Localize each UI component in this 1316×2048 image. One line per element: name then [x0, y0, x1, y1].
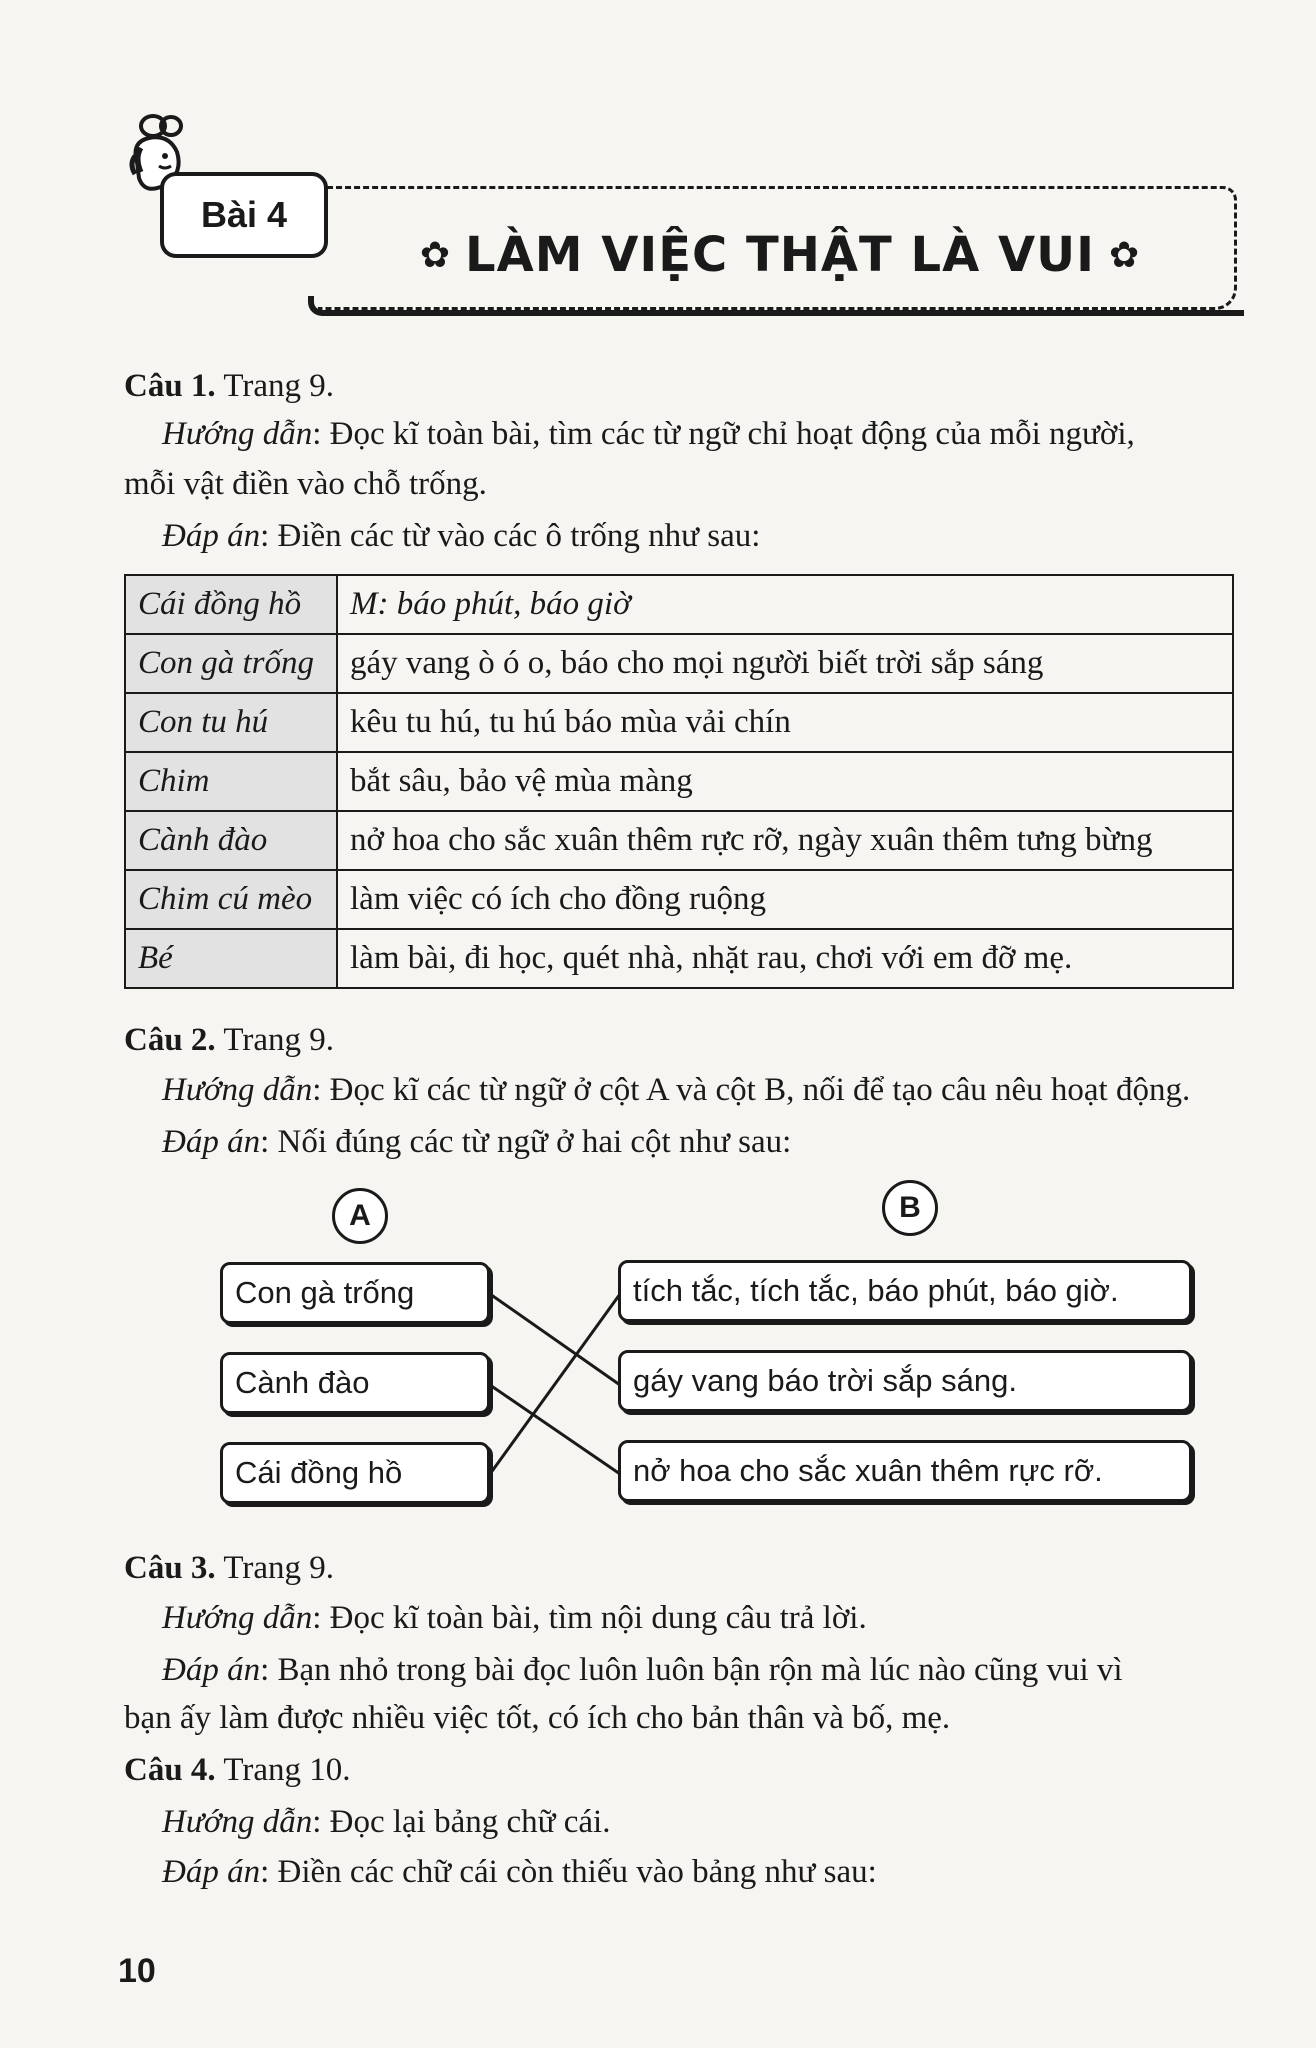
q4-label: Câu 4. — [124, 1752, 216, 1788]
table-activity-cell: gáy vang ò ó o, báo cho mọi người biết trời sắp sáng — [337, 634, 1233, 693]
q2-page: Trang 9. — [223, 1022, 334, 1058]
match-line — [490, 1294, 620, 1385]
q3-label: Câu 3. — [124, 1550, 216, 1586]
table-subject-cell: Chim — [125, 752, 337, 811]
q4-guide-label: Hướng dẫn — [162, 1804, 313, 1840]
q4-answer-label: Đáp án — [162, 1854, 261, 1890]
match-b-item: gáy vang báo trời sắp sáng. — [618, 1350, 1192, 1412]
column-a-label: A — [349, 1199, 371, 1232]
table-activity-cell: bắt sâu, bảo vệ mùa màng — [337, 752, 1233, 811]
q3-heading — [124, 1546, 334, 1590]
q2-answer-label: Đáp án — [162, 1124, 261, 1160]
q1-guide-label: Hướng dẫn — [162, 416, 313, 452]
q2-guide-text: : Đọc kĩ các từ ngữ ở cột A và cột B, nối để tạo câu nêu hoạt động. — [312, 1072, 1191, 1108]
q2-label: Câu 2. — [124, 1022, 216, 1058]
table-activity-cell: nở hoa cho sắc xuân thêm rực rỡ, ngày xuân thêm tưng bừng — [337, 811, 1233, 870]
table-subject-cell: Con gà trống — [125, 634, 337, 693]
q4-page: Trang 10. — [223, 1752, 351, 1788]
q3-answer-label: Đáp án — [162, 1652, 261, 1688]
q1-label: Câu 1. — [124, 368, 216, 404]
q4-guide-text: : Đọc lại bảng chữ cái. — [312, 1804, 611, 1840]
match-line — [490, 1385, 620, 1474]
table-subject-cell: Cành đào — [125, 811, 337, 870]
lesson-title-text: LÀM VIỆC THẬT LÀ VUI — [465, 227, 1095, 283]
q3-guide-text: : Đọc kĩ toàn bài, tìm nội dung câu trả lời. — [312, 1600, 867, 1636]
q4-answer-text: : Điền các chữ cái còn thiếu vào bảng như sau: — [260, 1854, 877, 1890]
match-a-item: Con gà trống — [220, 1262, 490, 1324]
q1-answer-text: : Điền các từ vào các ô trống như sau: — [260, 518, 761, 554]
match-a-item: Cành đào — [220, 1352, 490, 1414]
table-activity-cell: M: báo phút, báo giờ — [337, 575, 1233, 634]
q1-guide-cont: mỗi vật điền vào chỗ trống. — [124, 466, 487, 502]
table-subject-cell: Chim cú mèo — [125, 870, 337, 929]
flower-icon: ✿ — [419, 234, 452, 276]
q4-guide — [162, 1800, 610, 1844]
lesson-label: Bài 4 — [200, 194, 288, 235]
table-subject-cell: Bé — [125, 929, 337, 988]
q1-answer-label: Đáp án — [162, 518, 261, 554]
flower-icon: ✿ — [1108, 234, 1141, 276]
table-activity-cell: làm việc có ích cho đồng ruộng — [337, 870, 1233, 929]
column-b-badge — [882, 1180, 938, 1236]
table-subject-cell: Con tu hú — [125, 693, 337, 752]
q3-guide — [162, 1596, 867, 1640]
match-a-item: Cái đồng hồ — [220, 1442, 490, 1504]
q3-answer-cont: bạn ấy làm được nhiều việc tốt, có ích cho bản thân và bố, mẹ. — [124, 1700, 951, 1736]
table-subject-cell: Cái đồng hồ — [125, 575, 337, 634]
column-a-badge — [332, 1188, 388, 1244]
q1-page: Trang 9. — [223, 368, 334, 404]
match-b-item: nở hoa cho sắc xuân thêm rực rỡ. — [618, 1440, 1192, 1502]
q3-answer — [162, 1648, 1123, 1692]
table-activity-cell: kêu tu hú, tu hú báo mùa vải chín — [337, 693, 1233, 752]
q2-answer-text: : Nối đúng các từ ngữ ở hai cột như sau: — [260, 1124, 792, 1160]
q3-answer-text: : Bạn nhỏ trong bài đọc luôn luôn bận rộn mà lúc nào cũng vui vì — [260, 1652, 1123, 1688]
q4-answer — [162, 1850, 877, 1894]
q4-heading — [124, 1748, 350, 1792]
table-activity-cell: làm bài, đi học, quét nhà, nhặt rau, chơi với em đỡ mẹ. — [337, 929, 1233, 988]
q1-guide-text: : Đọc kĩ toàn bài, tìm các từ ngữ chỉ hoạt động của mỗi người, — [312, 416, 1135, 452]
q2-guide-label: Hướng dẫn — [162, 1072, 313, 1108]
column-b-label: B — [899, 1191, 921, 1224]
q3-page: Trang 9. — [223, 1550, 334, 1586]
q3-guide-label: Hướng dẫn — [162, 1600, 313, 1636]
match-line — [490, 1294, 620, 1474]
page-number: 10 — [118, 1952, 156, 1990]
match-b-item: tích tắc, tích tắc, báo phút, báo giờ. — [618, 1260, 1192, 1322]
